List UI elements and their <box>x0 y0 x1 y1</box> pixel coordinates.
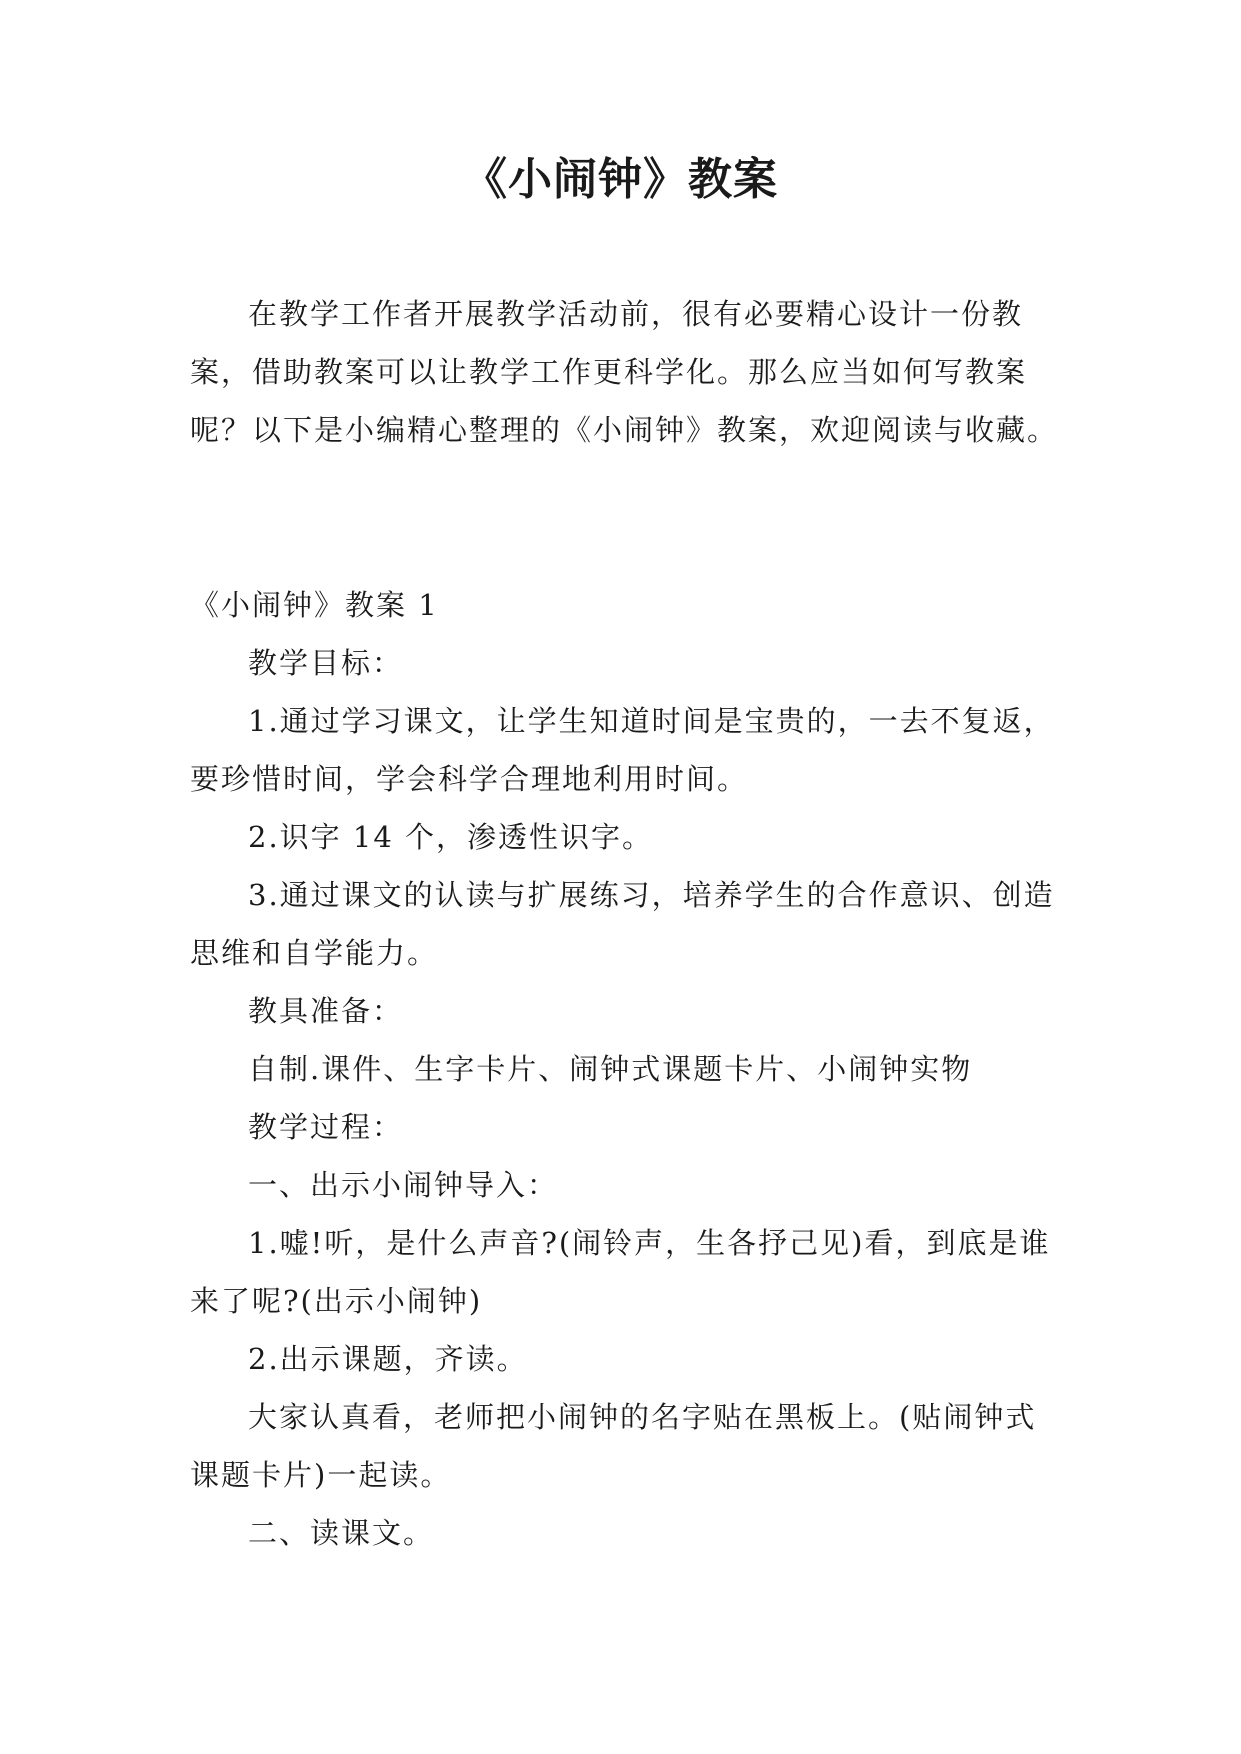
paragraph-step-1-heading: 一、出示小闹钟导入： <box>248 1168 559 1202</box>
paragraph-objective-2: 2.识字 14 个，渗透性识字。 <box>248 820 654 854</box>
paragraph-step-1-3: 大家认真看，老师把小闹钟的名字贴在黑板上。(贴闹钟式课题卡片)一起读。 <box>190 1400 1037 1492</box>
paragraph-step-2-heading: 二、读课文。 <box>248 1516 435 1550</box>
intro-block <box>190 285 1060 459</box>
paragraph-objectives-heading: 教学目标： <box>248 646 404 680</box>
paragraph-objective-1: 1.通过学习课文，让学生知道时间是宝贵的，一去不复返，要珍惜时间，学会科学合理地利用时间。 <box>190 704 1055 796</box>
paragraph-materials-heading: 教具准备： <box>248 994 404 1028</box>
lesson-block <box>190 576 1060 1562</box>
document-title: 《小闹钟》教案 <box>463 154 778 205</box>
paragraph-step-1-1: 1.嘘!听，是什么声音?(闹铃声，生各抒己见)看，到底是谁来了呢?(出示小闹钟) <box>190 1226 1051 1318</box>
paragraph-materials: 自制.课件、生字卡片、闹钟式课题卡片、小闹钟实物 <box>248 1052 973 1086</box>
intro-paragraph: 在教学工作者开展教学活动前，很有必要精心设计一份教案，借助教案可以让教学工作更科学化。那么应当如何写教案呢？以下是小编精心整理的《小闹钟》教案，欢迎阅读与收藏。 <box>190 297 1059 447</box>
paragraph-objective-3: 3.通过课文的认读与扩展练习，培养学生的合作意识、创造思维和自学能力。 <box>190 878 1055 970</box>
paragraph-step-1-2: 2.出示课题，齐读。 <box>248 1342 528 1376</box>
paragraph-process-heading: 教学过程： <box>248 1110 404 1144</box>
section-heading: 《小闹钟》教案 1 <box>190 588 439 622</box>
